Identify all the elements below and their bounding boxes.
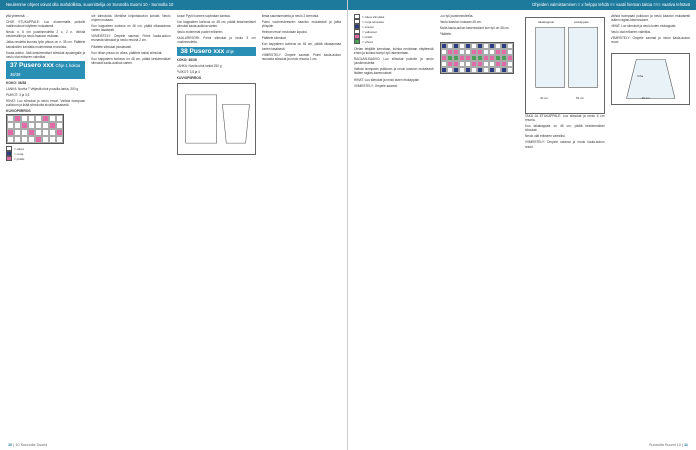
pattern-38-size: KOKO: 36/38 [176,57,197,62]
diagram-label: 53 cm [576,96,585,100]
diagram-label: etukappale [574,20,589,24]
paragraph: HIHAT: Luo silmukat ja neulo kuten etukappale. [610,24,677,29]
paragraph: HIHAT: Luo silmukat ja neulo resori. Vaihda isompaan puikkoon ja lisää silmukoita sivuilta tasaisesti. [6,99,86,108]
left-page-footer [8,443,47,447]
paragraph: tussa! Pyyhi kunnes sopimaan kanssa. [176,14,231,18]
paragraph: Kun kappaleen korkeus on 46 cm, päätä olkasaumaa varten tasaisesti. [261,42,341,51]
legend-item: = nurja [14,151,24,156]
paragraph: VIIMEISTELY: Ompele saumat. [354,83,398,88]
paragraph: Päättele. [439,32,452,37]
paragraph: Kun kappaleen korkeus on 48 cm, päätä keskimmäiset silmukat kaula-aukkoa varten. [176,20,256,29]
pattern-37-yarn: LANKA: Novita 7 Veljestä ohut puuvilla-lanka, 300 g [6,86,79,91]
garment-schematic-drawing [178,84,255,154]
paragraph: Neulo olat erikseen valmiiksi. [525,134,566,139]
chart-title: KUVIOPIIRROS [176,75,202,80]
legend-item: = pinkki [362,34,373,39]
pattern-37-title: 37 Pusero xxx [10,61,54,69]
right-magazine-page [348,0,696,450]
paragraph: Päättele silmukat joustavasti. [91,44,132,49]
left-col-4 [262,14,341,432]
paragraph: Olelan tekijälle kerrotaan, kuinka neulotaan näytteestä ensin ja kuinka isompi työ rakennetaan. [354,47,434,56]
paragraph: Aloita kaula-aukon kavennukset kun työ on 48 cm. [439,26,510,31]
paragraph: Kun hihan pituus on oikea, päättele kaikki silmukat. [91,50,163,55]
left-col-3 [177,14,256,432]
paragraph: VIIMEISTELY: Ompele saumat ja neulo kaula-aukon resori. [610,36,690,45]
paragraph: Kun kappaleen korkeus on 48 cm, päätä keskimmäiset silmukat kaula-aukkoa varten. [91,56,171,65]
paragraph: VIIMEISTELY: Ompele saumat. Poimi kaula-aukon reunasta silmukat ja neulo resoria 2 cm. [91,34,171,43]
paragraph: Luo työ joustinneuleella. [439,14,474,18]
paragraph: VIIMEISTELY: Ompele saumat ja neulo kaula-aukon resori. [525,140,605,149]
pattern-38-heading [177,47,256,56]
right-page-header: Ohjeiden valmistaminen ≡ x helppo tehdä ≡≡ vaatii hieman taitoa ≡≡≡ vaativa tehtävä [348,0,696,10]
pattern-37-subtitle: Ohje 1 kokoa 36/38 [10,62,81,77]
pattern-38-subtitle: ohje [226,48,234,54]
paragraph: tiesta saumaneuletta ja neulo 2 kierrosta. [261,14,320,18]
paragraph: Vaihda isompaan puikkoon ja neulo kaavion mukaisesti lisäten raglan-kavennukset. [354,67,434,76]
garment-schematic [177,83,256,155]
footer-text: Sunnolla Suomi 10 | [649,443,683,447]
schematic-diagram-drawing [526,18,604,113]
paragraph: RAGLAN-KAAVIO: Luo silmukat puikolle ja neulo joustinneuletta. [354,57,434,66]
diagram-label: 15 cm [641,95,650,100]
pattern-38-yarn: LANKA: Novita ohut lanka 250 g [176,63,222,68]
paragraph: Poimi vuorineuleeseen kaavion mukaisesti ja jatka ylöspäin. [261,20,341,29]
paragraph: Neulo kaavion mukaan 45 cm. [439,20,482,25]
paragraph: Kun kappaleen korkeus on 46 cm, päätä olkasaumaa varten tasaisesti. [91,24,171,33]
paragraph: Kaula-aukko: Jätä keskimmäiset silmukat apulangalle ja neulo olat erikseen valmiiksi. [6,50,86,59]
paragraph: Helman resori neulotaan lopuksi. [261,30,308,35]
right-columns [354,14,690,432]
left-columns [6,14,341,432]
chart-legend [6,146,85,161]
pattern-38-title: 38 Pusero xxx [180,47,225,55]
legend-item: = oikea [14,146,24,151]
paragraph: ole silmukoita. Merkitse kirjontakuvion kohdat. Neulo ohjeen mukaan. [91,14,171,23]
left-col-2 [91,14,170,432]
paragraph: Jatka neuletta kunnes työn pituus on n. 35 cm. Päättele kainaloiden kohdalla molemmista reunoista. [6,40,86,49]
pattern-37-heading [6,61,85,79]
knitting-chart-small [6,114,64,144]
legend-item: = oikea silmukka [362,14,385,19]
left-page-header: Neulemme ohjeet voivat olla mahdollista, suunnittelija on Sunnolla Suomi 10 - Sunnolla 10 [0,0,347,10]
stitch-legend [354,14,434,44]
right-page-footer [649,443,688,447]
page-number: 10 [8,443,13,447]
pattern-38-needles: PUIKOT: 3,5 ja 4 [176,69,200,74]
right-col-2 [440,14,520,432]
paragraph: yllä yhteensä: ... [6,14,29,18]
paragraph: Neulo olat erikseen valmiiksi. [610,30,651,35]
pattern-37-needles: PUIKOT: 3 ja 3,5 [6,93,30,98]
right-col-1 [354,14,434,432]
paragraph: Päättele silmukat. [261,36,287,41]
page-number: 11 [683,443,688,447]
right-col-4 [611,14,691,432]
chart-title: KUVIOPIIRROS [6,109,31,114]
pattern-37-size: KOKO: 36/38 [6,80,27,85]
diagram-label: hiha [637,73,644,78]
paragraph: Neulo molemmat puolet erikseen. [176,30,224,35]
right-col-3 [525,14,605,432]
paragraph: Kun takakappale on 48 cm, päätä keskimmäiset silmukat. [525,124,605,133]
sleeve-schematic-drawing [612,54,690,104]
paragraph: Neulo n. 6 cm joustinneuletta 2 o, 2 n. Vaihda neulemalliin ja neulo kaavion mukaan. [6,30,86,39]
diagram-label: 40 cm [540,96,549,100]
paragraph: KAULURESORI: Poimi silmukat ja neulo 3 cm joustinneuletta. [176,36,256,45]
paragraph: OHJE ETUKAPPALE: Luo ohuemmalle puikolle mallineulonut näytteen mukaisesti. [6,20,86,29]
legend-item: = nurja silmukka [362,19,384,24]
footer-text: | 10 Sunnolla Suomi [13,443,48,447]
knitting-chart-colorwork [440,42,514,74]
paragraph: TAKA JA ETUKAPPALE: Luo silmukat ja neulo 6 cm resoria. [525,114,605,123]
schematic-diagram [525,17,605,114]
left-col-1 [6,14,85,432]
paragraph: Vaihda isompaan puikkoon ja neulo kaavion mukaisesti lisäten raglan-kavennukset. [610,14,690,23]
legend-item: = valkoinen [362,29,378,34]
legend-item: = vihreä [362,39,373,44]
legend-item: = pinkki [14,156,25,161]
paragraph: VIIMEISTELY: Ompele saumat. Poimi kaula-aukon reunasta silmukat ja neulo resoria 2 cm. [261,52,341,61]
diagram-label: takakappale [538,20,555,24]
legend-item: = sininen [362,24,375,29]
paragraph: HIHAT: Luo silmukat ja neulo kuten etukappale. [354,77,420,82]
sleeve-schematic [611,53,691,105]
